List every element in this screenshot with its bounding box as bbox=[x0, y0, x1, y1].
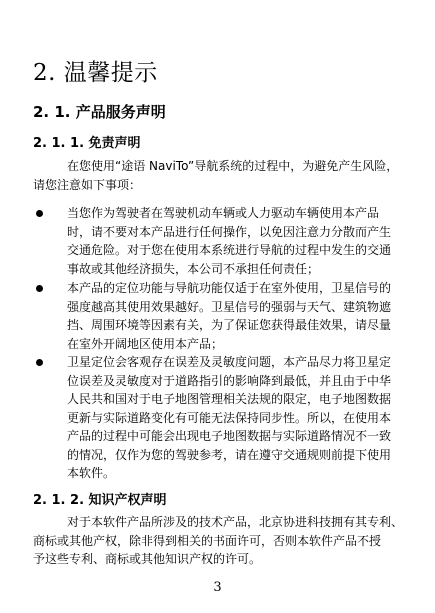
bullet-line: 时，请不要对本产品进行任何操作，以免因注意力分散而产生 bbox=[67, 224, 392, 239]
bullet-item bbox=[33, 279, 432, 354]
ip-line: 商标或其他产权，除非得到相关的书面许可，否则本软件产品不授 bbox=[33, 533, 382, 548]
bullet-icon bbox=[36, 359, 43, 366]
bullet-text bbox=[67, 204, 432, 278]
intro-line: 请您注意如下事项： bbox=[33, 177, 142, 192]
bullet-text bbox=[67, 279, 432, 353]
page-number: 3 bbox=[213, 580, 222, 595]
subsection-heading-ip: 2. 1. 2. 知识产权声明 bbox=[33, 493, 167, 508]
bullet-text bbox=[67, 353, 432, 483]
bullet-line: 的情况，仅作为您的驾驶参考，请在遵守交通规则前提下使用 bbox=[67, 447, 392, 462]
ip-line: 予这些专利、商标或其他知识产权的许可。 bbox=[33, 552, 262, 566]
ip-paragraph bbox=[33, 513, 432, 569]
intro-line: 在您使用“途语 NaviTo”导航系统的过程中，为避免产生风险， bbox=[67, 159, 399, 173]
bullet-line: 产品的过程中可能会出现电子地图数据与实际道路情况不一致 bbox=[67, 429, 392, 443]
bullet-item bbox=[33, 204, 432, 279]
bullet-line: 交通危险。对于您在使用本系统进行导航的过程中发生的交通 bbox=[67, 243, 392, 257]
bullet-line: 本软件。 bbox=[67, 466, 116, 480]
bullet-line: 事故或其他经济损失，本公司不承担任何责任； bbox=[67, 261, 320, 276]
bullet-line: 更新与实际道路变化有可能无法保持同步性。所以，在使用本 bbox=[67, 410, 392, 425]
bullet-item bbox=[33, 353, 432, 483]
bullet-line: 位误差及灵敏度对于道路指引的影响降到最低，并且由于中华 bbox=[67, 373, 392, 388]
ip-line: 对于本软件产品所涉及的技术产品，北京协进科技拥有其专利、 bbox=[67, 515, 404, 529]
bullet-line: 在室外开阔地区使用本产品； bbox=[67, 336, 224, 351]
subsection-heading-disclaimer: 2. 1. 1. 免责声明 bbox=[33, 136, 141, 151]
bullet-line: 卫星定位会客观存在误差及灵敏度问题，本产品尽力将卫星定 bbox=[67, 355, 392, 369]
bullet-line: 强度越高其使用效果越好。卫星信号的强弱与天气、建筑物遮 bbox=[67, 299, 392, 314]
bullet-line: 挡、周围环境等因素有关，为了保证您获得最佳效果，请尽量 bbox=[67, 318, 392, 332]
section-heading: 2. 1. 产品服务声明 bbox=[33, 103, 166, 121]
disclaimer-intro bbox=[33, 157, 432, 194]
chapter-heading: 2. 温馨提示 bbox=[33, 60, 158, 86]
bullet-line: 当您作为驾驶者在驾驶机动车辆或人力驱动车辆使用本产品 bbox=[67, 206, 380, 220]
bullet-line: 人民共和国对于电子地图管理相关法规的限定，电子地图数据 bbox=[67, 392, 392, 406]
bullet-line: 本产品的定位功能与导航功能仅适于在室外使用，卫星信号的 bbox=[67, 281, 392, 295]
bullet-icon bbox=[36, 210, 43, 217]
bullet-icon bbox=[36, 285, 43, 292]
